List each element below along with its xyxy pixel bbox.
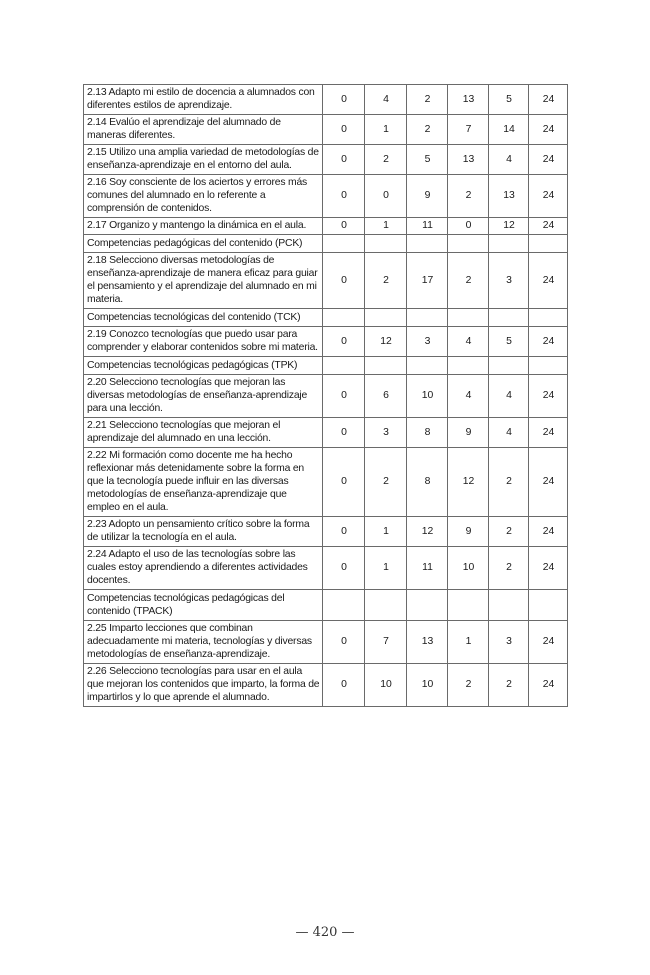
value-cell: 10 [407, 664, 448, 707]
value-cell: 0 [323, 547, 365, 590]
table-row [84, 115, 568, 145]
value-cell [448, 235, 489, 253]
item-label: 2.25 Imparto lecciones que combinan adecuadamente mi materia, tecnologías y diversas metodologías de enseñanza-aprendizaje. [84, 621, 323, 664]
value-cell: 7 [365, 621, 407, 664]
value-cell: 4 [365, 85, 407, 115]
value-cell: 1 [365, 547, 407, 590]
value-cell [365, 590, 407, 621]
item-label: 2.17 Organizo y mantengo la dinámica en el aula. [84, 218, 323, 235]
value-cell: 5 [489, 85, 529, 115]
value-cell: 11 [407, 547, 448, 590]
value-cell: 0 [323, 175, 365, 218]
section-header-row [84, 309, 568, 327]
value-cell: 0 [323, 115, 365, 145]
section-header-row [84, 590, 568, 621]
item-label: 2.16 Soy consciente de los aciertos y errores más comunes del alumnado en lo referente a comprensión de contenidos. [84, 175, 323, 218]
item-label: 2.21 Selecciono tecnologías que mejoran el aprendizaje del alumnado en una lección. [84, 418, 323, 448]
value-cell: 24 [529, 375, 568, 418]
table-row [84, 517, 568, 547]
value-cell [407, 309, 448, 327]
value-cell: 0 [323, 517, 365, 547]
value-cell: 0 [365, 175, 407, 218]
value-cell: 0 [323, 621, 365, 664]
section-label: Competencias tecnológicas pedagógicas (TPK) [84, 357, 323, 375]
table-row [84, 664, 568, 707]
value-cell: 12 [489, 218, 529, 235]
item-label: 2.26 Selecciono tecnologías para usar en el aula que mejoran los contenidos que imparto, la forma de impartirlos y lo que aprende el alumnado. [84, 664, 323, 707]
value-cell [529, 235, 568, 253]
table-row [84, 418, 568, 448]
value-cell: 13 [448, 85, 489, 115]
value-cell [448, 357, 489, 375]
value-cell: 17 [407, 253, 448, 309]
value-cell: 24 [529, 115, 568, 145]
value-cell: 0 [323, 85, 365, 115]
page-number: — 420 — [295, 925, 355, 940]
value-cell: 0 [323, 448, 365, 517]
item-label: 2.19 Conozco tecnologías que puedo usar para comprender y elaborar contenidos sobre mi materia. [84, 327, 323, 357]
value-cell: 8 [407, 448, 448, 517]
item-label: 2.18 Selecciono diversas metodologías de enseñanza-aprendizaje de manera eficaz para guiar el pensamiento y el aprendizaje del alumnado en mi materia. [84, 253, 323, 309]
value-cell: 12 [365, 327, 407, 357]
value-cell: 2 [489, 547, 529, 590]
value-cell: 0 [323, 664, 365, 707]
value-cell: 3 [489, 621, 529, 664]
item-label: 2.13 Adapto mi estilo de docencia a alumnados con diferentes estilos de aprendizaje. [84, 85, 323, 115]
section-label: Competencias tecnológicas pedagógicas del contenido (TPACK) [84, 590, 323, 621]
value-cell: 9 [448, 418, 489, 448]
value-cell: 8 [407, 418, 448, 448]
value-cell: 24 [529, 664, 568, 707]
value-cell: 10 [407, 375, 448, 418]
value-cell [529, 309, 568, 327]
value-cell: 2 [489, 448, 529, 517]
value-cell: 10 [448, 547, 489, 590]
value-cell [323, 309, 365, 327]
value-cell: 24 [529, 145, 568, 175]
value-cell: 4 [489, 375, 529, 418]
value-cell: 13 [489, 175, 529, 218]
table-row [84, 375, 568, 418]
value-cell: 2 [489, 664, 529, 707]
survey-table [83, 84, 568, 707]
item-label: 2.23 Adopto un pensamiento crítico sobre la forma de utilizar la tecnología en el aula. [84, 517, 323, 547]
section-label: Competencias pedagógicas del contenido (PCK) [84, 235, 323, 253]
value-cell: 24 [529, 621, 568, 664]
value-cell: 24 [529, 418, 568, 448]
table-row [84, 175, 568, 218]
table-row [84, 85, 568, 115]
table-row [84, 547, 568, 590]
value-cell: 24 [529, 327, 568, 357]
value-cell: 2 [489, 517, 529, 547]
value-cell: 0 [323, 218, 365, 235]
value-cell [407, 590, 448, 621]
value-cell [529, 357, 568, 375]
value-cell: 6 [365, 375, 407, 418]
table-row [84, 218, 568, 235]
value-cell: 12 [407, 517, 448, 547]
value-cell: 5 [407, 145, 448, 175]
value-cell [448, 590, 489, 621]
value-cell: 5 [489, 327, 529, 357]
value-cell [365, 357, 407, 375]
value-cell: 2 [407, 115, 448, 145]
value-cell: 1 [365, 218, 407, 235]
table-row [84, 621, 568, 664]
value-cell: 1 [448, 621, 489, 664]
value-cell: 0 [323, 418, 365, 448]
value-cell: 0 [323, 327, 365, 357]
item-label: 2.14 Evalúo el aprendizaje del alumnado de maneras diferentes. [84, 115, 323, 145]
value-cell: 24 [529, 547, 568, 590]
value-cell [323, 357, 365, 375]
value-cell: 24 [529, 175, 568, 218]
value-cell: 24 [529, 253, 568, 309]
value-cell: 1 [365, 517, 407, 547]
value-cell: 2 [448, 253, 489, 309]
item-label: 2.20 Selecciono tecnologías que mejoran las diversas metodologías de enseñanza-aprendizaje para una lección. [84, 375, 323, 418]
value-cell [489, 309, 529, 327]
value-cell: 4 [448, 375, 489, 418]
item-label: 2.24 Adapto el uso de las tecnologías sobre las cuales estoy aprendiendo a diferentes actividades docentes. [84, 547, 323, 590]
value-cell: 24 [529, 85, 568, 115]
value-cell [365, 309, 407, 327]
section-header-row [84, 235, 568, 253]
value-cell: 9 [407, 175, 448, 218]
value-cell: 24 [529, 218, 568, 235]
value-cell: 2 [365, 448, 407, 517]
table-row [84, 448, 568, 517]
item-label: 2.15 Utilizo una amplia variedad de metodologías de enseñanza-aprendizaje en el entorno del aula. [84, 145, 323, 175]
value-cell: 2 [365, 145, 407, 175]
value-cell: 0 [323, 375, 365, 418]
value-cell [489, 357, 529, 375]
value-cell: 1 [365, 115, 407, 145]
item-label: 2.22 Mi formación como docente me ha hecho reflexionar más detenidamente sobre la forma en que la tecnología puede influir en las diversas metodologías de enseñanza-aprendizaje que empleo en el aula. [84, 448, 323, 517]
value-cell [407, 235, 448, 253]
value-cell: 2 [448, 664, 489, 707]
value-cell: 0 [323, 145, 365, 175]
value-cell [448, 309, 489, 327]
value-cell: 12 [448, 448, 489, 517]
value-cell: 3 [489, 253, 529, 309]
value-cell: 4 [489, 145, 529, 175]
value-cell: 4 [448, 327, 489, 357]
value-cell [323, 590, 365, 621]
value-cell: 9 [448, 517, 489, 547]
value-cell: 3 [407, 327, 448, 357]
value-cell: 13 [407, 621, 448, 664]
table-row [84, 327, 568, 357]
value-cell [489, 235, 529, 253]
section-label: Competencias tecnológicas del contenido (TCK) [84, 309, 323, 327]
table-row [84, 145, 568, 175]
value-cell: 10 [365, 664, 407, 707]
value-cell: 0 [448, 218, 489, 235]
value-cell [529, 590, 568, 621]
value-cell: 7 [448, 115, 489, 145]
value-cell: 3 [365, 418, 407, 448]
table-row [84, 253, 568, 309]
value-cell: 24 [529, 517, 568, 547]
value-cell [365, 235, 407, 253]
value-cell: 4 [489, 418, 529, 448]
value-cell: 24 [529, 448, 568, 517]
section-header-row [84, 357, 568, 375]
value-cell: 14 [489, 115, 529, 145]
value-cell: 2 [448, 175, 489, 218]
value-cell: 13 [448, 145, 489, 175]
value-cell: 11 [407, 218, 448, 235]
value-cell [323, 235, 365, 253]
value-cell: 2 [365, 253, 407, 309]
value-cell: 0 [323, 253, 365, 309]
value-cell: 2 [407, 85, 448, 115]
value-cell [489, 590, 529, 621]
value-cell [407, 357, 448, 375]
